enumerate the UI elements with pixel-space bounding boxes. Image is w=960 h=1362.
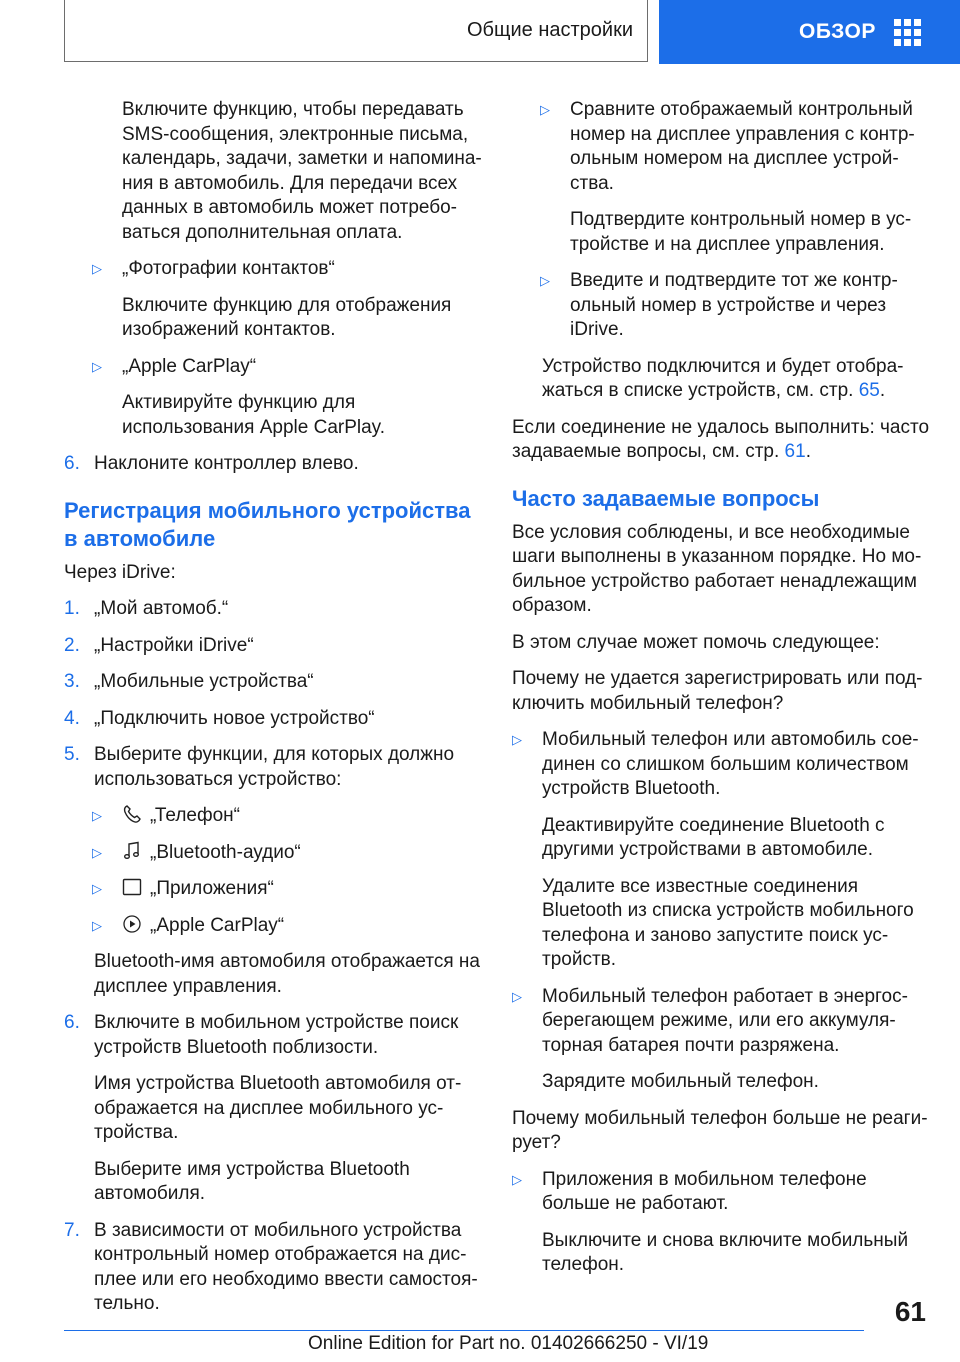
list-item [512,269,932,343]
paragraph: Деактивируйте соединение Bluetooth с другими устройствами в автомобиле. [542,814,885,860]
page-link[interactable]: 65 [858,380,880,401]
paragraph: Включите функцию для отображения изображений контактов. [122,294,452,340]
function-label: „Телефон“ [150,805,240,826]
phone-icon [122,804,142,824]
list-item-text: „Apple CarPlay“ [122,355,257,377]
section-heading: Регистрация мобильного устройства в автомобиле [64,497,471,551]
list-item [64,877,484,902]
triangle-bullet-icon: ▷ [92,808,102,823]
grid-icon [894,19,921,46]
section-title: Общие настройки [64,0,648,62]
edition-text: Online Edition for Part no. 01402666250 - VI/19 [308,1333,709,1354]
paragraph: Если соединение не удалось выполнить: часто задаваемые вопросы, см. стр. 61. [512,416,930,462]
list-item [512,728,932,802]
question: Почему мобильный телефон больше не реаги‐рует? [512,1107,928,1153]
step-number: 6. [64,453,80,474]
question: Почему не удается зарегистрировать или под‐ключить мобильный телефон? [512,668,923,714]
list-item [64,841,484,866]
paragraph: Включите функцию, чтобы передавать SMS-сообщения, электронные письма, календарь, задачи, заметки и напомина‐ния в автомобиль. Для передачи всех данных в автомобиль может потребо‐ваться дополнительная оплата. [122,99,482,243]
paragraph: Выберите имя устройства Bluetooth автомобиля. [94,1158,410,1204]
step-number: 2. [64,634,80,656]
step-number: 3. [64,671,80,692]
step-text: „Подключить новое устройство“ [94,707,375,729]
function-label: „Apple CarPlay“ [150,914,285,936]
music-note-icon [122,841,142,861]
list-item [64,914,484,939]
page-header [0,0,960,64]
step-number: 4. [64,707,80,729]
paragraph: В этом случае может помочь следующее: [512,631,880,653]
paragraph: Удалите все известные соединения Bluetooth из списка устройств мобильного телефона и заново запустите поиск ус‐тройств. [542,875,914,970]
triangle-bullet-icon: ▷ [92,917,102,933]
triangle-bullet-icon: ▷ [512,1171,522,1187]
left-column [64,98,484,1329]
page-number: 61 [894,1296,926,1327]
page-link[interactable]: 61 [784,441,806,462]
triangle-bullet-icon: ▷ [512,988,522,1004]
list-item [64,355,484,380]
paragraph: Устройство подключится и будет отобра‐жаться в списке устройств, см. стр. 65. [542,355,904,401]
step-item [64,707,484,732]
triangle-bullet-icon: ▷ [92,358,102,374]
list-item-text: Мобильный телефон или автомобиль сое‐динен со слишком большим количеством устройств Bluetooth. [542,729,919,799]
footer-divider [64,1330,864,1331]
triangle-bullet-icon: ▷ [92,881,102,896]
list-item [512,98,932,196]
paragraph: Имя устройства Bluetooth автомобиля от‐ображается на дисплее мобильного ус‐тройства. [94,1073,462,1143]
overview-tab[interactable] [659,0,960,64]
step-item [64,670,484,695]
step-text: В зависимости от мобильного устройства контрольный номер отображается на дис‐плее или его необходимо ввести самостоя‐тельно. [94,1219,478,1314]
list-item [512,985,932,1059]
list-item-text: Мобильный телефон работает в энергос‐берегающем режиме, или его аккумуля‐торная батарея почти разряжена. [542,985,908,1056]
paragraph: Зарядите мобильный телефон. [542,1071,819,1092]
step-text: „Мобильные устройства“ [94,671,314,692]
step-text: Наклоните контроллер влево. [94,453,359,474]
step-item [64,452,484,477]
step-item [64,634,484,659]
paragraph: Выключите и снова включите мобильный телефон. [542,1229,909,1275]
list-item-text: Приложения в мобильном телефоне больше не работают. [542,1168,867,1214]
triangle-bullet-icon: ▷ [92,844,102,860]
list-item [512,1168,932,1217]
triangle-bullet-icon: ▷ [540,102,550,117]
list-item [64,804,484,829]
list-item-text: „Фотографии контактов“ [122,258,335,279]
step-item [64,597,484,622]
overview-tab-label: ОБЗОР [799,20,876,43]
step-item [64,743,484,792]
step-number: 7. [64,1219,80,1241]
paragraph: Активируйте функцию для использования Apple CarPlay. [122,392,386,438]
step-number: 1. [64,598,80,619]
paragraph: Через iDrive: [64,561,176,583]
step-text: Включите в мобильном устройстве поиск устройств Bluetooth поблизости. [94,1012,459,1058]
paragraph: Все условия соблюдены, и все необходимые шаги выполнены в указанном порядке. Но мо‐бильное устройство работает ненадлежащим образом. [512,521,922,616]
triangle-bullet-icon: ▷ [512,732,522,747]
play-circle-icon [122,914,142,934]
step-item [64,1011,484,1060]
step-text: „Настройки iDrive“ [94,634,254,656]
step-text: „Мой автомоб.“ [94,598,229,619]
list-item-text: Сравните отображаемый контрольный номер на дисплее управления с контр‐ольным номером на дисплее устрой‐ства. [570,99,915,194]
triangle-bullet-icon: ▷ [540,273,550,288]
step-text: Выберите функции, для которых должно использоваться устройство: [94,744,455,790]
list-item-text: Введите и подтвердите тот же контр‐ольный номер в устройстве и через iDrive. [570,270,898,340]
right-column [512,98,932,1290]
section-heading: Часто задаваемые вопросы [512,485,820,511]
paragraph: Подтвердите контрольный номер в ус‐тройстве и на дисплее управления. [570,209,912,255]
step-number: 6. [64,1012,80,1033]
list-item [64,257,484,282]
triangle-bullet-icon: ▷ [92,261,102,276]
step-item [64,1219,484,1317]
apps-square-icon [122,877,142,897]
function-label: „Приложения“ [150,878,274,899]
paragraph: Bluetooth-имя автомобиля отображается на дисплее управления. [94,951,480,997]
step-number: 5. [64,744,80,765]
function-label: „Bluetooth-аудио“ [150,841,301,863]
